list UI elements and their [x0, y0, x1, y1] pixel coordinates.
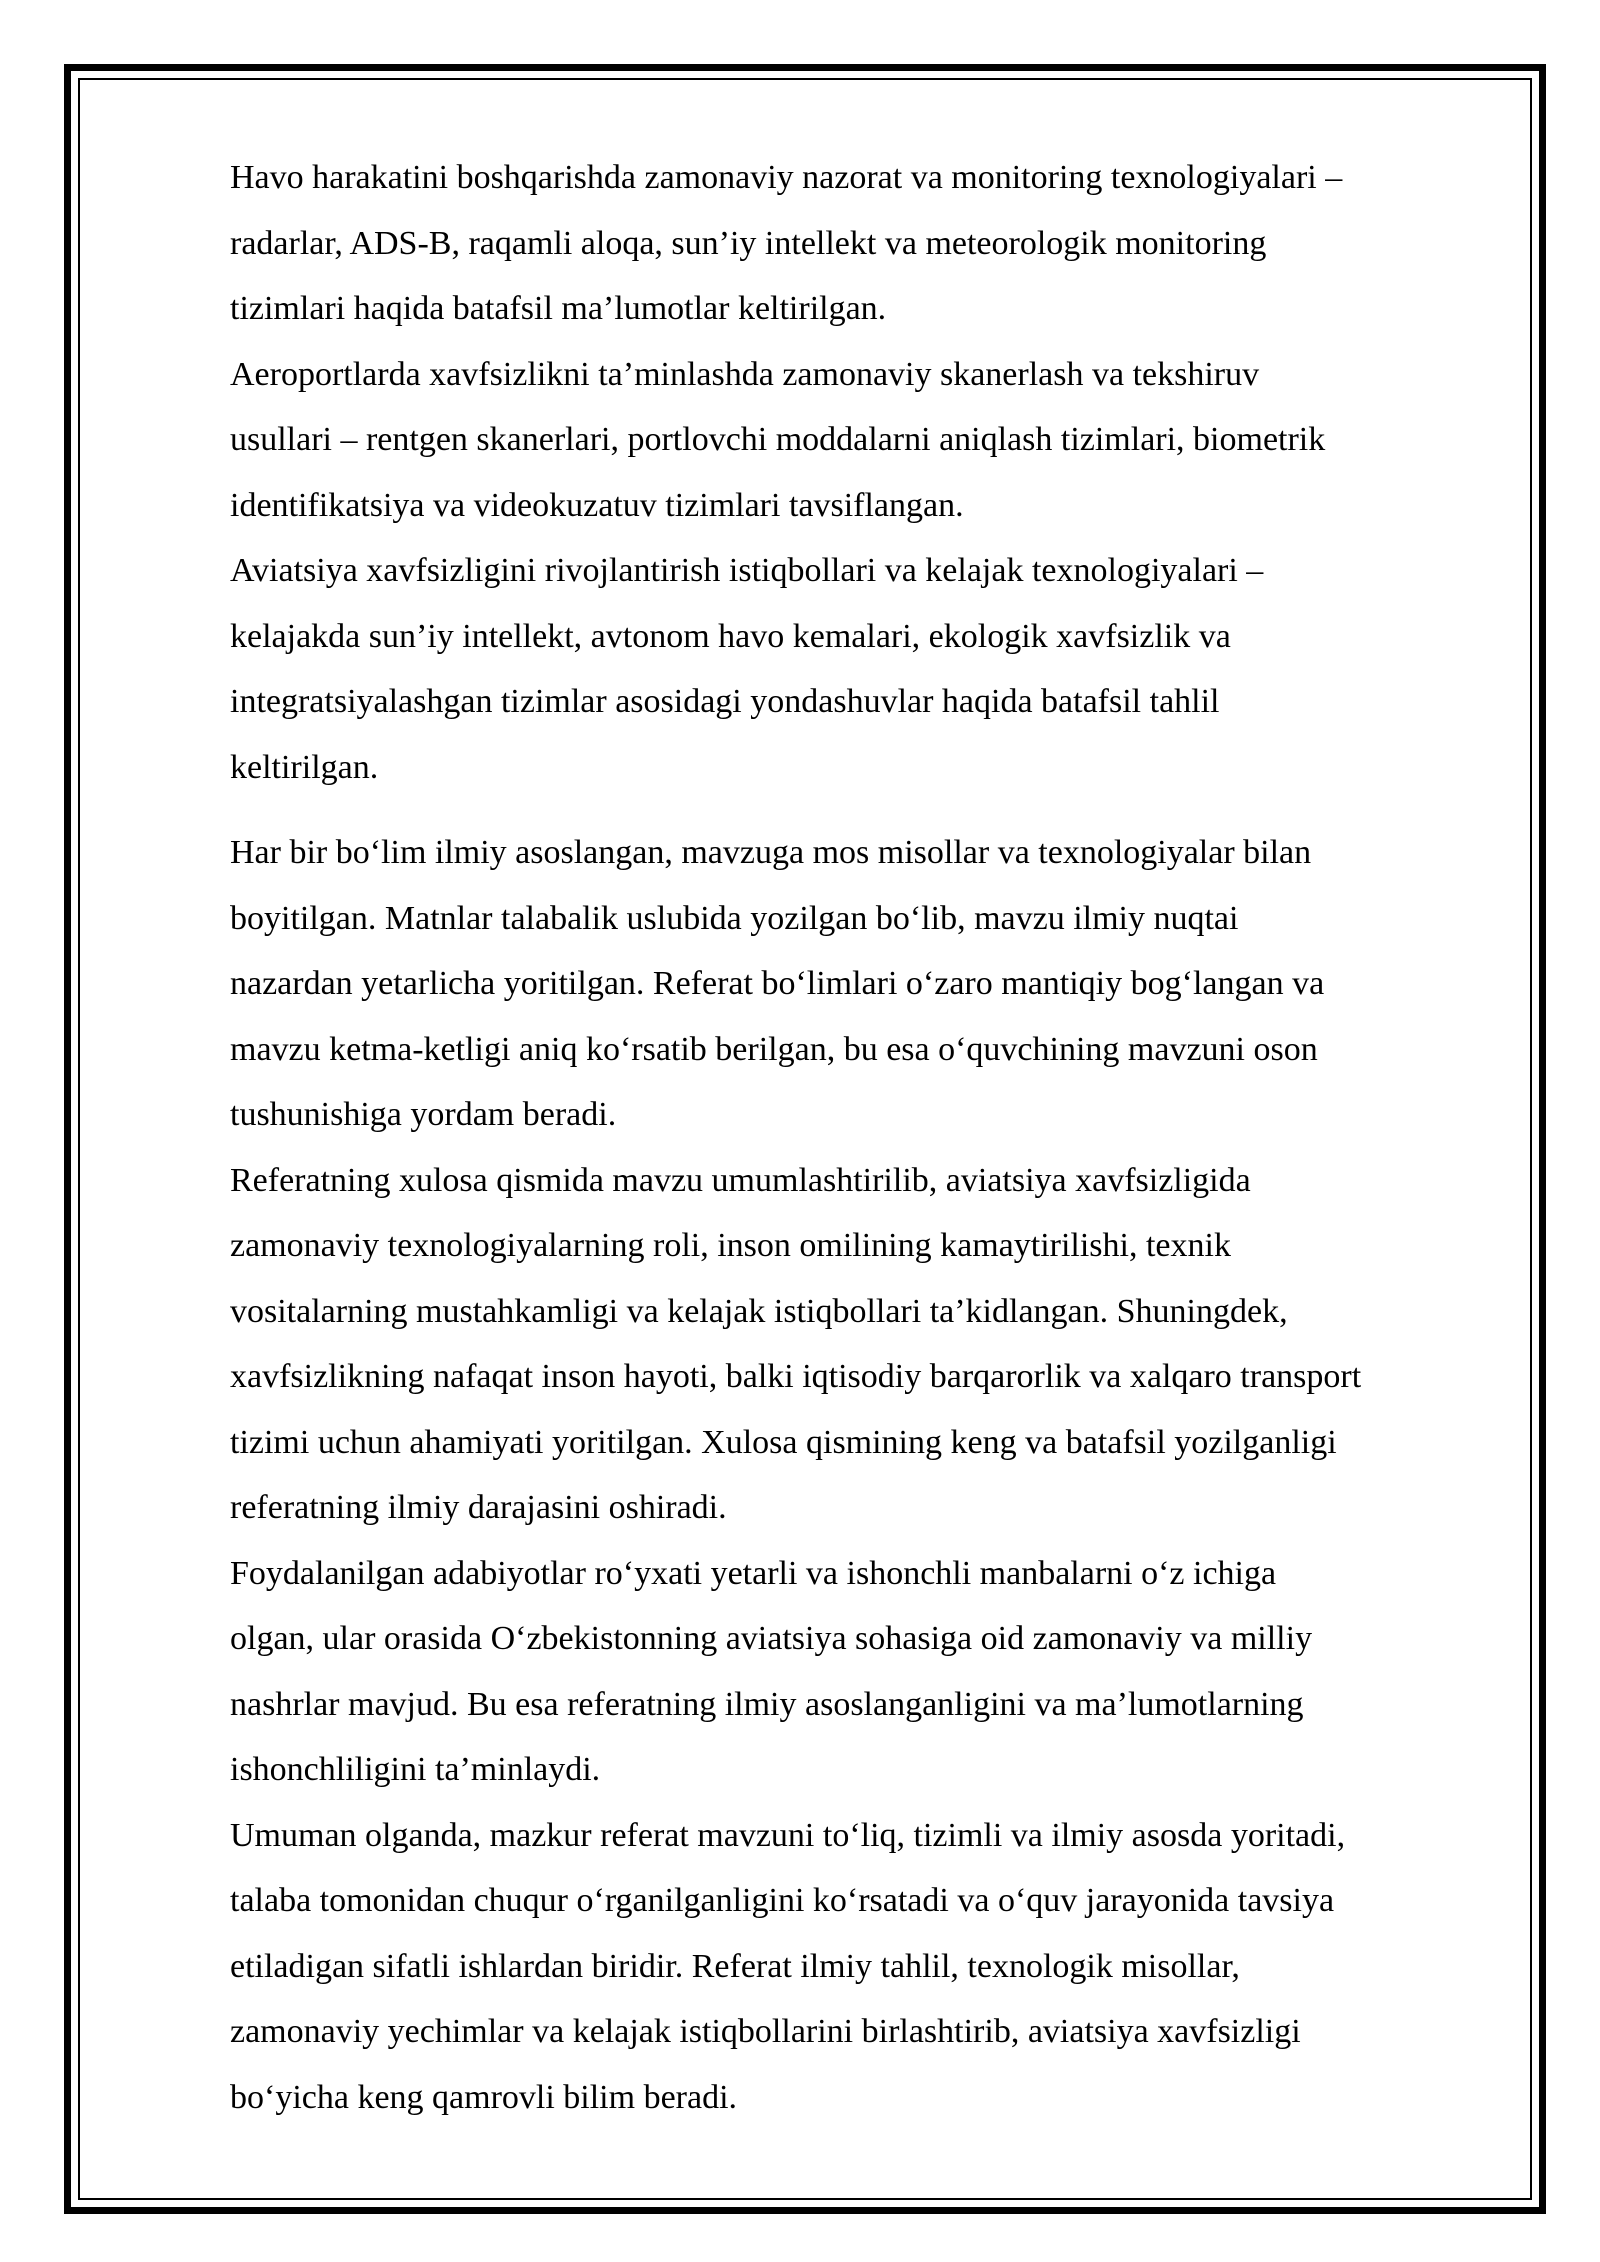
- paragraph-future-technologies: Aviatsiya xavfsizligini rivojlantirish istiqbollari va kelajak texnologiyalari – kelajakda sun’iy intellekt, avtonom havo kemalari, ekologik xavfsizlik va integratsiyalashgan tizimlar asosidagi yondashuvlar haqida batafsil tahlil keltirilgan.: [230, 552, 1264, 786]
- paragraph-references: Foydalanilgan adabiyotlar ro‘yxati yetarli va ishonchli manbalarni o‘z ichiga olgan, ular orasida O‘zbekistonning aviatsiya sohasiga oid zamonaviy va milliy nashrlar mavjud. Bu esa referatning ilmiy asoslanganligini va ma’lumotlarning ishonchliligini ta’minlaydi.: [230, 1554, 1313, 1788]
- document-body: [230, 145, 1520, 2130]
- paragraph-overall-assessment: Umuman olganda, mazkur referat mavzuni to‘liq, tizimli va ilmiy asosda yoritadi, talaba tomonidan chuqur o‘rganilganligini ko‘rsatadi va o‘quv jarayonida tavsiya etiladigan sifatli ishlardan biridir. Referat ilmiy tahlil, texnologik misollar, zamonaviy yechimlar va kelajak istiqbollarini birlashtirib, aviatsiya xavfsizligi bo‘yicha keng qamrovli bilim beradi.: [230, 1816, 1346, 2116]
- paragraph-sections-overview: Har bir bo‘lim ilmiy asoslangan, mavzuga mos misollar va texnologiyalar bilan boyitilgan. Matnlar talabalik uslubida yozilgan bo‘lib, mavzu ilmiy nuqtai nazardan yetarlicha yoritilgan. Referat bo‘limlari o‘zaro mantiqiy bog‘langan va mavzu ketma-ketligi aniq ko‘rsatib berilgan, bu esa o‘quvchining mavzuni oson tushunishiga yordam beradi.: [230, 834, 1325, 1133]
- paragraph-conclusion-summary: Referatning xulosa qismida mavzu umumlashtirilib, aviatsiya xavfsizligida zamonaviy texnologiyalarning roli, inson omilining kamaytirilishi, texnik vositalarning mustahkamligi va kelajak istiqbollari ta’kidlangan. Shuningdek, xavfsizlikning nafaqat inson hayoti, balki iqtisodiy barqarorlik va xalqaro transport tizimi uchun ahamiyati yoritilgan. Xulosa qismining keng va batafsil yozilganligi referatning ilmiy darajasini oshiradi.: [230, 1161, 1362, 1526]
- paragraph-air-traffic-control: Havo harakatini boshqarishda zamonaviy nazorat va monitoring texnologiyalari – radarlar, ADS-B, raqamli aloqa, sun’iy intellekt va meteorologik monitoring tizimlari haqida batafsil ma’lumotlar keltirilgan.: [230, 159, 1343, 327]
- paragraph-airport-security: Aeroportlarda xavfsizlikni ta’minlashda zamonaviy skanerlash va tekshiruv usullari – rentgen skanerlari, portlovchi moddalarni aniqlash tizimlari, biometrik identifikatsiya va videokuzatuv tizimlari tavsiflangan.: [230, 355, 1326, 524]
